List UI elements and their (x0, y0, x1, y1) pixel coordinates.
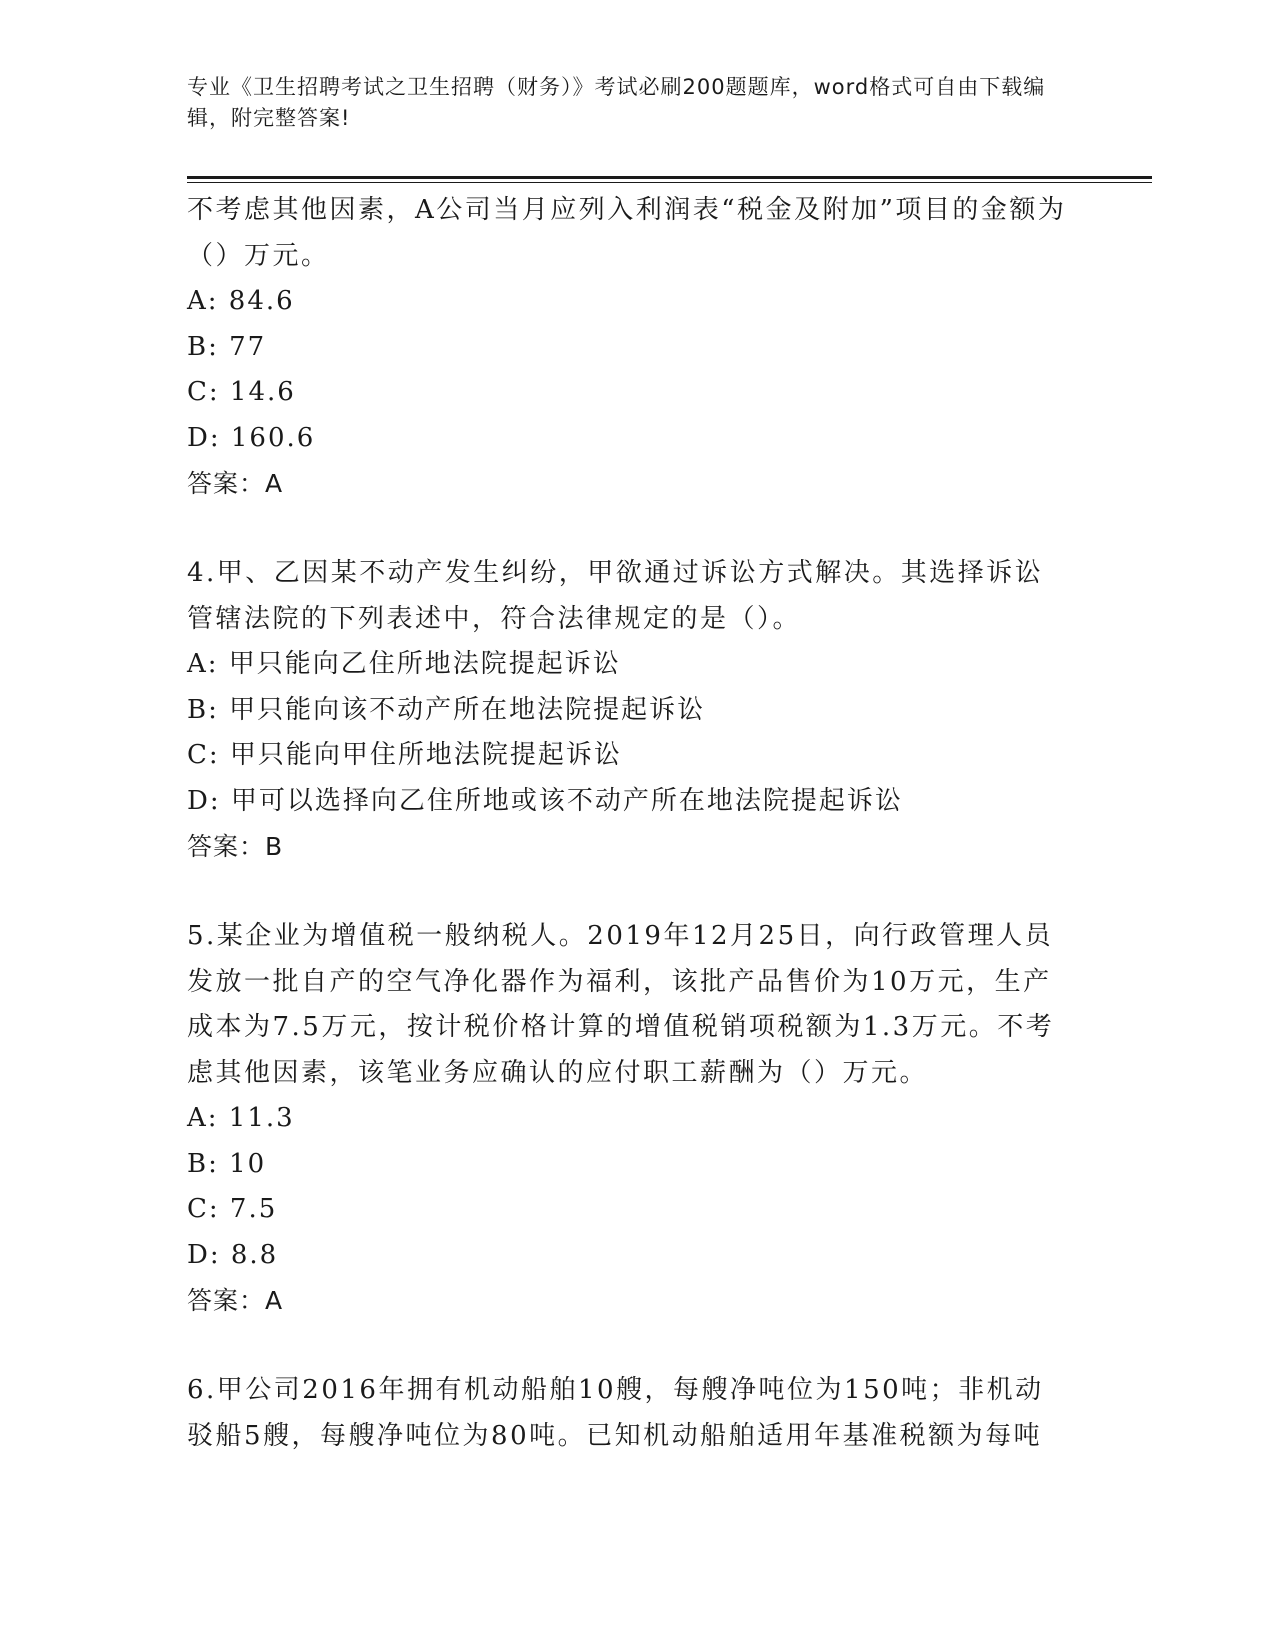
answer-line: 答案：B (187, 832, 284, 861)
spacer (187, 506, 1067, 551)
answer-line: 答案：A (187, 1286, 284, 1315)
option-c: C: 14.6 (187, 377, 296, 407)
option-d: D: 160.6 (187, 422, 316, 453)
spacer (187, 1323, 1067, 1368)
option-a: A: 11.3 (187, 1103, 295, 1133)
question-list (187, 188, 1067, 1459)
question-block (187, 551, 1067, 869)
option-d: D: 8.8 (187, 1239, 279, 1270)
option-c: C: 甲只能向甲住所地法院提起诉讼 (187, 740, 622, 770)
document-header: 专业《卫生招聘考试之卫生招聘（财务）》考试必刷200题题库，word格式可自由下载编辑，附完整答案! (187, 75, 1046, 130)
option-a: A: 甲只能向乙住所地法院提起诉讼 (187, 649, 621, 679)
question-block (187, 1368, 1067, 1459)
question-block (187, 914, 1067, 1323)
option-a: A: 84.6 (187, 286, 295, 316)
question-stem: 4.甲、乙因某不动产发生纠纷，甲欲通过诉讼方式解决。其选择诉讼管辖法院的下列表述中，符合法律规定的是（）。 (187, 558, 1044, 634)
option-b: B: 77 (187, 331, 267, 362)
question-stem: 5.某企业为增值税一般纳税人。2019年12月25日，向行政管理人员发放一批自产的空气净化器作为福利，该批产品售价为10万元，生产成本为7.5万元，按计税价格计算的增值税销项税额为1.3万元。不考虑其他因素，该笔业务应确认的应付职工薪酬为（）万元。 (187, 921, 1055, 1088)
option-d: D: 甲可以选择向乙住所地或该不动产所在地法院提起诉讼 (187, 785, 903, 816)
spacer (187, 869, 1067, 914)
question-stem: 不考虑其他因素，A公司当月应列入利润表“税金及附加”项目的金额为（）万元。 (187, 195, 1067, 271)
option-b: B: 甲只能向该不动产所在地法院提起诉讼 (187, 694, 706, 725)
header-rule-thin (187, 182, 1152, 183)
header-rule-thick (187, 176, 1152, 179)
option-c: C: 7.5 (187, 1194, 278, 1224)
question-stem: 6.甲公司2016年拥有机动船舶10艘，每艘净吨位为150吨；非机动驳船5艘，每艘净吨位为80吨。已知机动船舶适用年基准税额为每吨 (187, 1375, 1044, 1451)
option-b: B: 10 (187, 1148, 267, 1179)
question-block (187, 188, 1067, 506)
answer-line: 答案：A (187, 469, 284, 498)
